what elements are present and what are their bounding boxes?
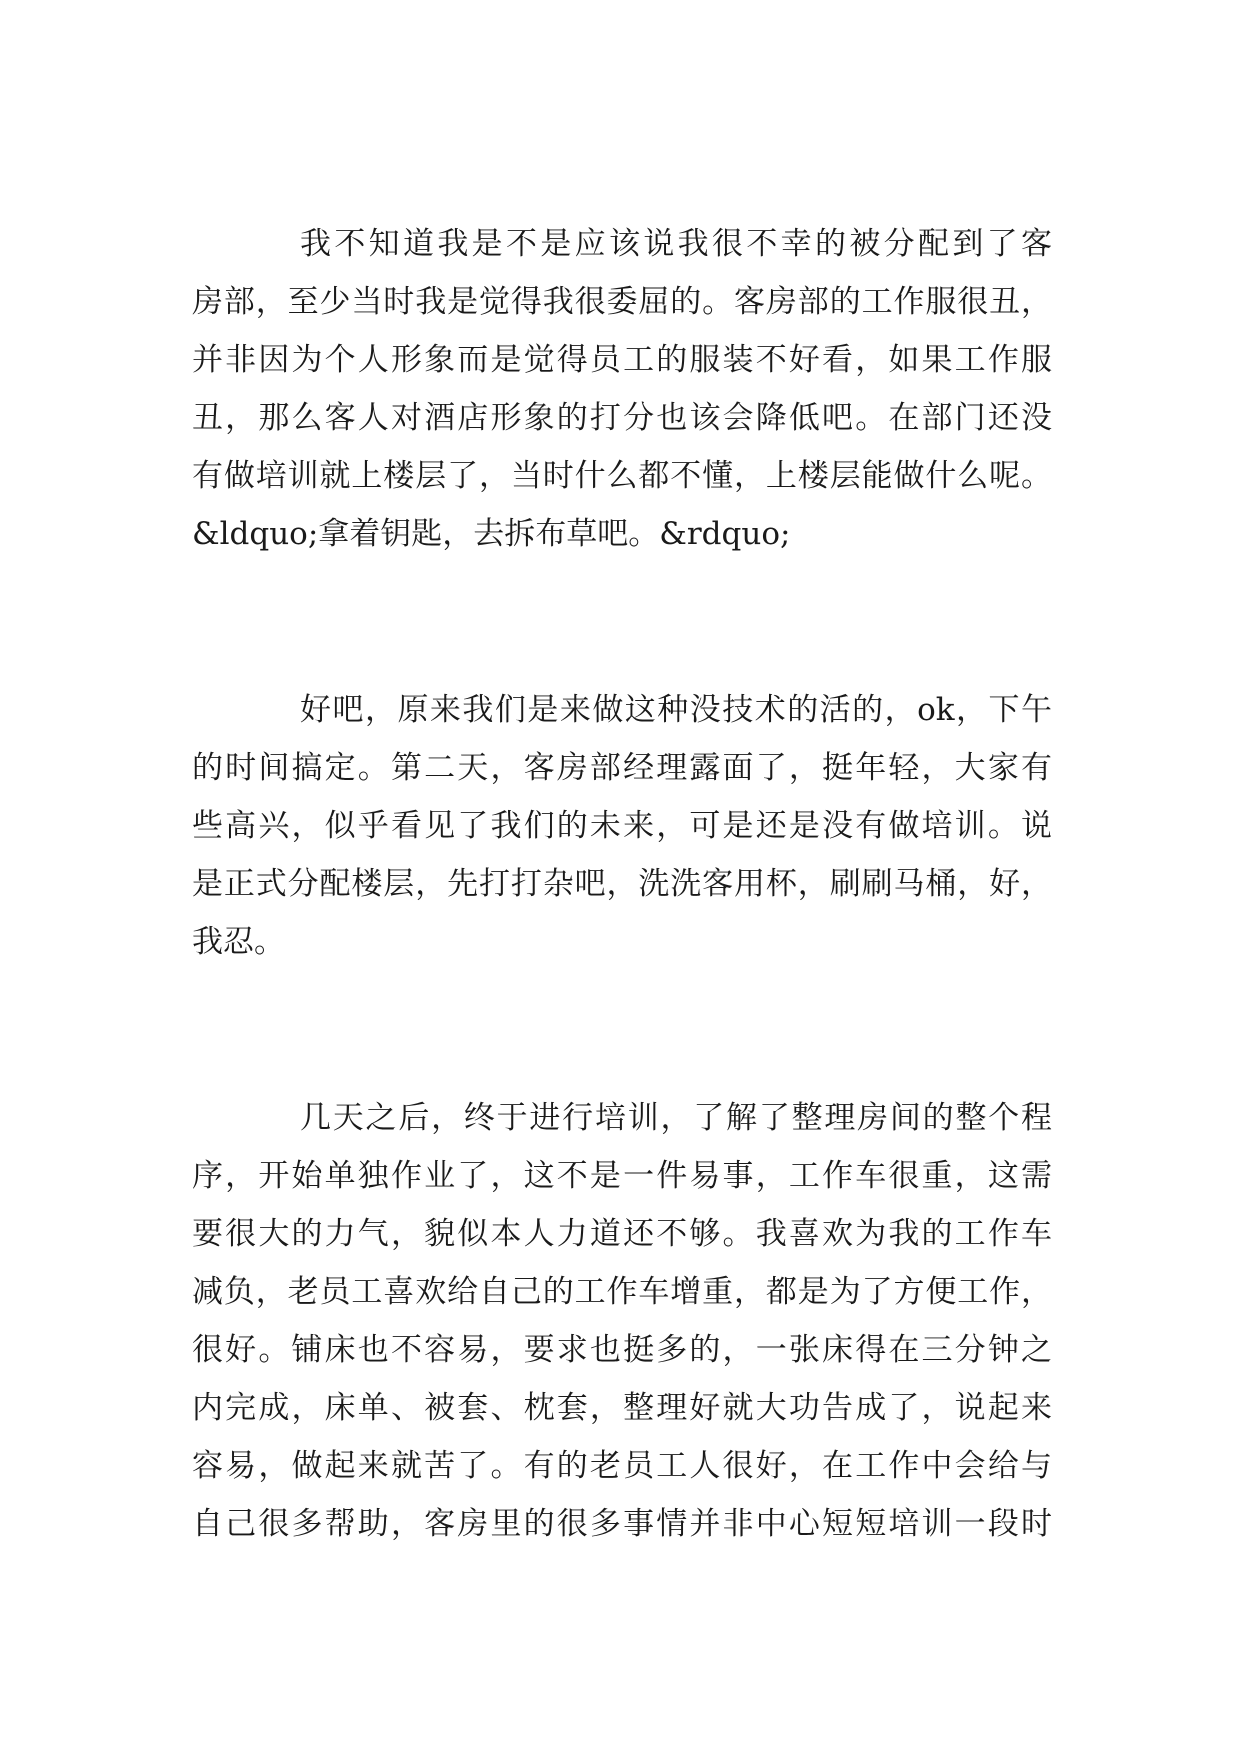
paragraph-2-line-2: 的时间搞定。第二天，客房部经理露面了，挺年轻，大家有 [192,750,1052,786]
paragraph-2-line-4: 是正式分配楼层，先打打杂吧，洗洗客用杯，刷刷马桶，好， [192,866,1052,902]
paragraph-1-line-4: 丑，那么客人对酒店形象的打分也该会降低吧。在部门还没 [192,400,1052,436]
paragraph-2-line-3: 些高兴，似乎看见了我们的未来，可是还是没有做培训。说 [192,808,1052,844]
paragraph-2-line-1: 好吧，原来我们是来做这种没技术的活的，ok，下午 [300,692,1052,728]
paragraph-1-line-3: 并非因为个人形象而是觉得员工的服装不好看，如果工作服 [192,342,1052,378]
paragraph-1-line-2: 房部，至少当时我是觉得我很委屈的。客房部的工作服很丑， [192,284,1052,320]
paragraph-1-line-5: 有做培训就上楼层了，当时什么都不懂，上楼层能做什么呢。 [192,458,1052,494]
paragraph-3-line-4: 减负，老员工喜欢给自己的工作车增重，都是为了方便工作， [192,1274,1052,1310]
paragraph-3-line-6: 内完成，床单、被套、枕套，整理好就大功告成了，说起来 [192,1390,1052,1426]
paragraph-3-line-1: 几天之后，终于进行培训，了解了整理房间的整个程 [300,1100,1052,1136]
paragraph-3-line-3: 要很大的力气，貌似本人力道还不够。我喜欢为我的工作车 [192,1216,1052,1252]
paragraph-3-line-2: 序，开始单独作业了，这不是一件易事，工作车很重，这需 [192,1158,1052,1194]
paragraph-3-line-5: 很好。铺床也不容易，要求也挺多的，一张床得在三分钟之 [192,1332,1052,1368]
paragraph-1-line-6: &ldquo;拿着钥匙，去拆布草吧。&rdquo; [192,516,791,552]
paragraph-2-line-5: 我忍。 [192,924,285,960]
paragraph-1-line-1: 我不知道我是不是应该说我很不幸的被分配到了客 [300,226,1052,262]
paragraph-3-line-8: 自己很多帮助，客房里的很多事情并非中心短短培训一段时 [192,1506,1052,1542]
paragraph-3-line-7: 容易，做起来就苦了。有的老员工人很好，在工作中会给与 [192,1448,1052,1484]
